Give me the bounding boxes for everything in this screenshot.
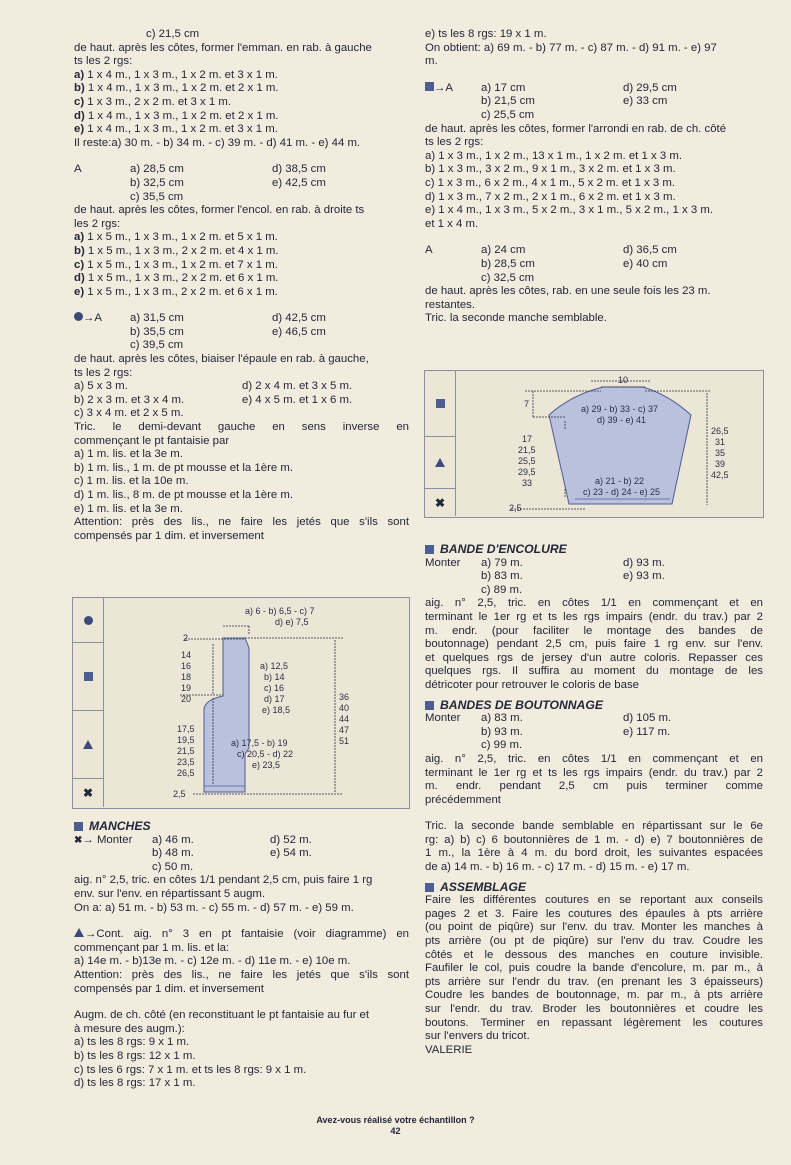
section-mark: ✖→ Monter — [74, 833, 133, 846]
size-value: b) 21,5 cm — [481, 95, 535, 108]
diagram-label: 26,5 — [711, 426, 729, 436]
section-heading: MANCHES — [74, 820, 409, 834]
text-line: On obtient: a) 69 m. - b) 77 m. - c) 87 m. - d) 91 m. - e) 97 — [425, 41, 717, 54]
text-line: c) 1 x 3 m., 2 x 2 m. et 3 x 1 m. — [74, 95, 232, 108]
cross-icon: ✖ — [434, 495, 446, 510]
text-line: e) 1 m. lis. et la 3e m. — [74, 502, 183, 515]
text-line: c) 1 x 3 m., 6 x 2 m., 4 x 1 m., 5 x 2 m. et 1 x 3 m. — [425, 176, 676, 189]
page-number: 42 — [390, 1126, 401, 1136]
diagram-label: 39 — [715, 459, 726, 469]
left-column — [74, 28, 409, 543]
text-line: c) 1 x 5 m., 1 x 3 m., 1 x 2 m. et 7 x 1 m. — [74, 258, 278, 271]
section-mark: Monter — [425, 712, 461, 725]
diagram-label: 2,5 — [509, 503, 522, 513]
diagram-label: 25,5 — [518, 456, 536, 466]
text-line: c) ts les 6 rgs: 7 x 1 m. et ts les 8 rgs: 9 x 1 m. — [74, 1063, 307, 1076]
section-mark: →A — [74, 312, 130, 326]
size-value: e) 54 m. — [270, 847, 312, 860]
text-line: et quelques rgs de jersey d'un autre coloris. Repasser ces — [425, 651, 763, 664]
text-line: de haut. après les côtes, former l'encol. en rab. à droite ts — [74, 204, 365, 217]
size-table — [425, 712, 763, 753]
text-line: c) 21,5 cm — [146, 28, 200, 40]
diagram-label: 14 — [181, 650, 192, 660]
diagram-label: 26,5 — [177, 768, 195, 778]
footer-question: Avez-vous réalisé votre échantillon ? — [316, 1115, 475, 1125]
diagram-label: 18 — [181, 672, 192, 682]
square-icon — [425, 701, 434, 710]
text-line: a) 5 x 3 m. — [74, 380, 128, 393]
text-line: et 1 x 4 m. — [425, 217, 479, 230]
text-line: terminant le 1er rg et ts les rgs impairs (endr. du trav.) par 2 — [425, 766, 763, 779]
size-table — [74, 312, 409, 353]
size-value: e) 40 cm — [623, 257, 668, 270]
diagram-label: 51 — [339, 736, 350, 746]
diagram-label: 20 — [181, 694, 192, 704]
size-value: a) 24 cm — [481, 244, 526, 257]
text-line: Tric. la seconde bande semblable en répartissant sur le 6e — [425, 820, 763, 833]
size-table — [425, 82, 763, 123]
circle-icon — [74, 312, 83, 321]
size-value: b) 32,5 cm — [130, 176, 184, 189]
text-line: e) 4 x 5 m. et 1 x 6 m. — [242, 393, 353, 406]
text-line: b) 2 x 3 m. et 3 x 4 m. — [74, 393, 185, 406]
diagram-label: c) 20,5 - d) 22 — [237, 749, 294, 759]
text-line: Faire les différentes coutures en se reportant aux conseils — [425, 894, 763, 907]
diagram-label: a) 29 - b) 33 - c) 37 — [581, 404, 659, 414]
manches-section — [74, 820, 409, 1091]
text-line: commençant le pt fantaisie par — [74, 434, 230, 447]
size-value: c) 89 m. — [481, 583, 523, 596]
section-mark: →A — [425, 82, 481, 96]
bands-section — [425, 543, 763, 1057]
diagram-label: a) 6 - b) 6,5 - c) 7 — [245, 606, 315, 616]
text-line: ts les 2 rgs: — [425, 136, 484, 149]
square-icon — [425, 545, 434, 554]
size-value: d) 38,5 cm — [272, 163, 326, 176]
text-line: pts arrière (ou pt de piqûre) sur l'env du trav. Coudre les — [425, 935, 763, 948]
section-heading: BANDE D'ENCOLURE — [425, 543, 763, 557]
diagram-label: 2 — [183, 633, 189, 643]
shoulder-table — [74, 380, 409, 421]
diagram-label: 7 — [524, 399, 530, 409]
text-line: compensés par 1 dim. et inversement — [74, 982, 264, 995]
text-line: On a: a) 51 m. - b) 53 m. - c) 55 m. - d) 57 m. - e) 59 m. — [74, 901, 354, 914]
diagram-label: 21,5 — [518, 445, 536, 455]
text-line: terminant le 1er rg et ts les rgs impairs (endr. du trav.) par 2 — [425, 610, 763, 623]
size-value: d) 93 m. — [623, 556, 665, 569]
square-icon — [74, 822, 83, 831]
size-value: a) 31,5 cm — [130, 312, 184, 325]
text-line: b) 1 x 5 m., 1 x 3 m., 2 x 2 m. et 4 x 1 m. — [74, 244, 279, 257]
section-mark: A — [74, 163, 82, 176]
diagram-label: a) 21 - b) 22 — [595, 476, 645, 486]
text-line: ts les 2 rgs: — [74, 55, 133, 68]
text-line: e) 1 x 5 m., 1 x 3 m., 2 x 2 m. et 6 x 1 m. — [74, 285, 278, 298]
square-icon — [425, 82, 434, 91]
size-value: b) 93 m. — [481, 725, 523, 738]
text-line: m. endr. (pour faciliter le montage des bandes de — [425, 624, 763, 637]
text-line: Augm. de ch. côté (en reconstituant le pt fantaisie au fur et — [74, 1009, 370, 1022]
text-line: e) 1 x 4 m., 1 x 3 m., 5 x 2 m., 3 x 1 m., 5 x 2 m., 1 x 3 m. — [425, 204, 714, 217]
diagram-label: 19 — [181, 683, 192, 693]
size-value: d) 36,5 cm — [623, 244, 677, 257]
front-piece-shape — [73, 598, 409, 808]
diagram-label: d) 39 - e) 41 — [597, 415, 647, 425]
text-line: de a) 14 m. - b) 16 m. - c) 17 m. - d) 15 m. - e) 17 m. — [425, 861, 690, 874]
text-line: a) 1 m. lis. et la 3e m. — [74, 448, 183, 461]
text-line: de haut. après les côtes, biaiser l'épaule en rab. à gauche, — [74, 353, 369, 366]
text-line: Attention: près des lis., ne faire les jetés que s'ils sont — [74, 516, 409, 529]
diagram-label: 44 — [339, 714, 350, 724]
section-mark: Monter — [425, 556, 461, 569]
text-line: b) 1 x 3 m., 3 x 2 m., 9 x 1 m., 3 x 2 m. et 1 x 3 m. — [425, 163, 676, 176]
text-line: c) 3 x 4 m. et 2 x 5 m. — [74, 407, 184, 420]
text-line: de haut. après les côtes, former l'arrondi en rab. de ch. côté — [425, 122, 727, 135]
text-line: de haut. après les côtes, former l'emman. en rab. à gauche — [74, 41, 372, 54]
text-line: d) 1 m. lis., 8 m. de pt mousse et la 1ère m. — [74, 489, 294, 501]
diagram-label: 47 — [339, 725, 350, 735]
text-line: commençant par 1 m. lis. et la: — [74, 941, 230, 954]
diagram-label: 29,5 — [518, 467, 536, 477]
diagram-label: 31 — [715, 437, 726, 447]
text-line: c) 1 m. lis. et la 10e m. — [74, 475, 189, 488]
text-line: détricoter pour retrouver le coloris de base — [425, 678, 639, 691]
right-column — [425, 28, 763, 326]
text-line: a) 1 x 3 m., 1 x 2 m., 13 x 1 m., 1 x 2 m. et 1 x 3 m. — [425, 149, 683, 162]
triangle-icon — [74, 928, 84, 937]
size-value: c) 99 m. — [481, 739, 523, 752]
text-line: a) 1 x 4 m., 1 x 3 m., 1 x 2 m. et 3 x 1 m. — [74, 68, 278, 81]
text-line: 1 m., la 1ère à 4 m. du bord droit, les suivantes espacées — [425, 847, 763, 860]
section-mark: A — [425, 244, 433, 257]
text-line: Il reste:a) 30 m. - b) 34 m. - c) 39 m. - d) 41 m. - e) 44 m. — [74, 136, 361, 149]
size-value: c) 50 m. — [152, 860, 194, 873]
text-line: d) 1 x 4 m., 1 x 3 m., 1 x 2 m. et 2 x 1 m. — [74, 109, 279, 122]
diagram-label: 40 — [339, 703, 350, 713]
diagram-label: 36 — [339, 692, 350, 702]
text-line: aig. n° 2,5, tric. en côtes 1/1 en commençant et en — [425, 597, 763, 610]
diagram-label: 10 — [618, 375, 629, 385]
text-line: env. sur l'env. en répartissant 5 augm. — [74, 887, 266, 900]
text-line: a) ts les 8 rgs: 9 x 1 m. — [74, 1036, 190, 1049]
text-line: les 2 rgs: — [74, 217, 121, 230]
text-line: d) 1 x 5 m., 1 x 3 m., 2 x 2 m. et 6 x 1 m. — [74, 272, 279, 285]
text-line: Faufiler le col, puis coudre la bande d'encolure, m. par m., à — [425, 962, 763, 975]
text-line: a) 1 x 5 m., 1 x 3 m., 1 x 2 m. et 5 x 1 m. — [74, 231, 278, 244]
size-value: a) 79 m. — [481, 556, 523, 569]
diagram-label: 16 — [181, 661, 192, 671]
diagram-label: e) 23,5 — [252, 760, 281, 770]
text-line: b) 1 x 4 m., 1 x 3 m., 1 x 2 m. et 2 x 1 m. — [74, 82, 279, 95]
sleeve-diagram — [424, 370, 764, 518]
text-line: de haut. après les côtes, rab. en une seule fois les 23 m. — [425, 285, 711, 298]
text-line: aig. n° 2,5, tric. en côtes 1/1 pendant 2,5 cm, puis faire 1 rg — [74, 874, 373, 887]
diagram-label: 17 — [522, 434, 533, 444]
diagram-label: 35 — [715, 448, 726, 458]
size-value: c) 35,5 cm — [130, 190, 184, 203]
text-line: compensés par 1 dim. et inversement — [74, 529, 264, 542]
diagram-label: 23,5 — [177, 757, 195, 767]
diagram-label: 17,5 — [177, 724, 195, 734]
size-value: c) 32,5 cm — [481, 271, 535, 284]
text-line: a) 14e m. - b)13e m. - c) 12e m. - d) 11e m. - e) 10e m. — [74, 955, 351, 968]
square-icon — [425, 883, 434, 892]
section-heading: BANDES DE BOUTONNAGE — [425, 699, 763, 713]
text-line: sur l'endr. du trav. Broder les boutonnières et coudre les — [425, 1003, 763, 1015]
diagram-label: e) 18,5 — [262, 705, 291, 715]
size-table — [425, 244, 763, 285]
size-table — [74, 163, 409, 204]
text-line: rg: a) b) c) 6 boutonnières de 1 m. - d) e) 7 boutonnières de — [425, 833, 763, 846]
diagram-label: 42,5 — [711, 470, 729, 480]
front-piece-diagram — [72, 597, 410, 809]
text-line: Attention: près des lis., ne faire les jetés que s'ils sont — [74, 968, 409, 981]
size-value: a) 83 m. — [481, 712, 523, 725]
diagram-label: c) 23 - d) 24 - e) 25 — [583, 487, 661, 497]
diagram-label: a) 17,5 - b) 19 — [231, 738, 288, 748]
text-line: e) ts les 8 rgs: 19 x 1 m. — [425, 28, 547, 40]
diagram-label: a) 12,5 — [260, 661, 289, 671]
text-line: à mesure des augm.): — [74, 1022, 185, 1035]
size-value: b) 28,5 cm — [481, 257, 535, 270]
size-table — [74, 834, 409, 875]
text-line: →Cont. aig. n° 3 en pt fantaisie (voir diagramme) en — [74, 928, 409, 942]
text-line: b) ts les 8 rgs: 12 x 1 m. — [74, 1049, 196, 1062]
text-line: d) 1 x 3 m., 7 x 2 m., 2 x 1 m., 6 x 2 m. et 1 x 3 m. — [425, 190, 676, 203]
size-value: d) 29,5 cm — [623, 81, 677, 94]
text-line: b) 1 m. lis., 1 m. de pt mousse et la 1ère m. — [74, 461, 294, 474]
text-line: sur l'envers du tricot. — [425, 1030, 530, 1043]
text-line: Tric. la seconde manche semblable. — [425, 312, 607, 325]
size-value: c) 39,5 cm — [130, 339, 184, 352]
size-value: e) 46,5 cm — [272, 325, 326, 338]
size-value: b) 48 m. — [152, 847, 194, 860]
text-line: côtés et le dessous des manches en couture invisible. — [425, 948, 763, 961]
text-line: restantes. — [425, 298, 476, 311]
text-line: pts arrière sur l'endr du trav. (en prenant les 3 épaisseurs) — [425, 975, 763, 988]
size-value: e) 117 m. — [623, 725, 671, 738]
text-line: e) 1 x 4 m., 1 x 3 m., 1 x 2 m. et 3 x 1 m. — [74, 123, 278, 136]
size-value: d) 52 m. — [270, 833, 312, 846]
diagram-label: 2,5 — [173, 789, 186, 799]
diagram-label: c) 16 — [264, 683, 285, 693]
size-value: e) 33 cm — [623, 95, 668, 108]
size-value: a) 46 m. — [152, 833, 194, 846]
text-line: Tric. le demi-devant gauche en sens inverse en — [74, 421, 409, 434]
signature: VALERIE — [425, 1043, 473, 1056]
size-value: e) 42,5 cm — [272, 176, 326, 189]
text-line: ts les 2 rgs: — [74, 366, 133, 379]
text-line: (ou point de piqûre) sur l'env. du trav. Monter les manches à — [425, 921, 763, 934]
diagram-label: 33 — [522, 478, 533, 488]
text-line: boutons. Terminer en repassant légèrement les coutures — [425, 1016, 763, 1029]
size-value: d) 105 m. — [623, 712, 672, 725]
text-line: précédemment — [425, 793, 501, 806]
cross-icon: ✖ — [82, 786, 94, 800]
size-value: b) 83 m. — [481, 570, 523, 583]
text-line: m. endr. pendant 2,5 cm puis terminer comme — [425, 780, 763, 793]
text-line: d) 2 x 4 m. et 3 x 5 m. — [242, 380, 353, 393]
text-line: d) ts les 8 rgs: 17 x 1 m. — [74, 1077, 196, 1090]
diagram-label: d) e) 7,5 — [275, 617, 309, 627]
text-line: pages 2 et 3. Faire les coutures des épaules à pts arrière — [425, 907, 763, 920]
text-line: aig. n° 2,5, tric. en côtes 1/1 en commençant et en — [425, 752, 763, 765]
text-line: Coudre les bandes de boutonnage, m. par m., à pts arrière — [425, 989, 763, 1002]
size-value: a) 17 cm — [481, 81, 526, 94]
text-line: quelques rgs. Il suffira au moment du montage de les — [425, 665, 763, 678]
diagram-label: b) 14 — [264, 672, 285, 682]
size-value: b) 35,5 cm — [130, 325, 184, 338]
size-value: e) 93 m. — [623, 570, 665, 583]
size-table — [425, 557, 763, 598]
size-value: d) 42,5 cm — [272, 312, 326, 325]
size-value: c) 25,5 cm — [481, 108, 535, 121]
text-line: boutonnage) pendant 2,5 cm, puis faire 1 rg env. sur l'env. — [425, 638, 763, 651]
diagram-label: 19,5 — [177, 735, 195, 745]
text-line: m. — [425, 55, 438, 68]
size-value: a) 28,5 cm — [130, 163, 184, 176]
section-heading: ASSEMBLAGE — [425, 881, 763, 895]
diagram-label: 21,5 — [177, 746, 195, 756]
diagram-label: d) 17 — [264, 694, 285, 704]
